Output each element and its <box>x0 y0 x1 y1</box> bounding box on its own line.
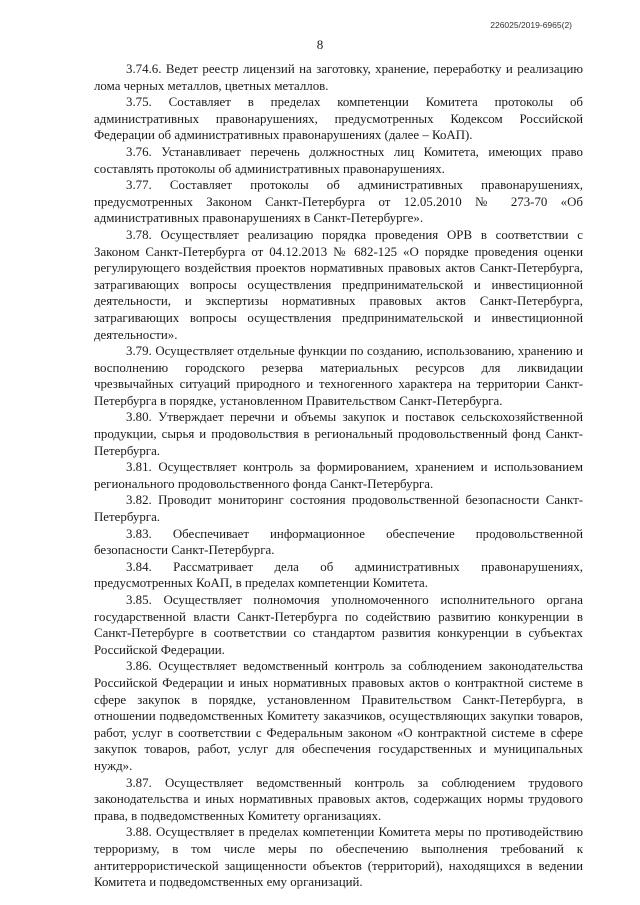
paragraph-3-80: 3.80. Утверждает перечни и объемы закупок и поставок сельскохозяйственной продукции, сырья и продовольствия в региональный продовольственный фонд Санкт-Петербурга. <box>94 410 583 458</box>
paragraph-3-85: 3.85. Осуществляет полномочия уполномоченного исполнительного органа государственной власти Санкт-Петербурга по содействию развитию конкуренции в Санкт-Петербурге в соответствии со стандартом развития конкуренции в субъектах Российской Федерации. <box>94 593 583 657</box>
document-id: 226025/2019-6965(2) <box>490 20 572 30</box>
paragraph-3-81: 3.81. Осуществляет контроль за формированием, хранением и использованием регионального продовольственного фонда Санкт-Петербурга. <box>94 460 583 491</box>
paragraph-3-78: 3.78. Осуществляет реализацию порядка проведения ОРВ в соответствии с Законом Санкт-Петербурга от 04.12.2013 № 682-125 «О порядке проведения оценки регулирующего воздействия проектов нормативных правовых актов Санкт-Петербурга, затрагивающих вопросы осуществления предпринимательской и инвестиционной деятельности, и экспертизы нормативных правовых актов Санкт-Петербурга, затрагивающих вопросы осуществления предпринимательской и инвестиционной деятельности». <box>94 227 583 342</box>
paragraph-3-79: 3.79. Осуществляет отдельные функции по созданию, использованию, хранению и восполнению городского резерва материальных ресурсов для ликвидации чрезвычайных ситуаций природного и техногенного характера на территории Санкт-Петербурга в порядке, установленном Правительством Санкт-Петербурга. <box>94 344 583 408</box>
paragraph-3-86: 3.86. Осуществляет ведомственный контроль за соблюдением законодательства Российской Федерации и иных нормативных правовых актов о контрактной системе в сфере закупок в порядке, установленном Правительством Санкт-Петербурга, в отношении подведомственных Комитету заказчиков, осуществляющих закупки товаров, работ, услуг в соответствии с Федеральным законом «О контрактной системе в сфере закупок товаров, работ, услуг для обеспечения государственных и муниципальных нужд». <box>94 659 583 773</box>
paragraph-3-76: 3.76. Устанавливает перечень должностных лиц Комитета, имеющих право составлять протоколы об административных правонарушениях. <box>94 144 583 176</box>
paragraph-3-74-6: 3.74.6. Ведет реестр лицензий на заготовку, хранение, переработку и реализацию лома черных металлов, цветных металлов. <box>94 62 583 93</box>
paragraph-3-75: 3.75. Составляет в пределах компетенции Комитета протоколы об административных правонарушениях, предусмотренных Кодексом Российской Федерации об административных правонарушениях (далее – КоАП). <box>94 95 583 143</box>
document-body <box>94 61 583 891</box>
paragraph-3-88: 3.88. Осуществляет в пределах компетенции Комитета меры по противодействию терроризму, в том числе меры по обеспечению выполнения требований к антитеррористической защищенности объектов (территорий), находящихся в ведении Комитета и подведомственных ему организаций. <box>94 825 583 890</box>
paragraph-3-77: 3.77. Составляет протоколы об административных правонарушениях, предусмотренных Законом Санкт-Петербурга от 12.05.2010 № 273-70 «Об административных правонарушениях в Санкт-Петербурге». <box>94 178 583 226</box>
paragraph-3-83: 3.83. Обеспечивает информационное обеспечение продовольственной безопасности Санкт-Петербурга. <box>94 526 583 558</box>
paragraph-3-84: 3.84. Рассматривает дела об административных правонарушениях, предусмотренных КоАП, в пределах компетенции Комитета. <box>94 559 583 591</box>
page-number: 8 <box>316 37 324 52</box>
paragraph-3-87: 3.87. Осуществляет ведомственный контроль за соблюдением трудового законодательства и иных нормативных правовых актов, содержащих нормы трудового права, в подведомственных Комитету организациях. <box>94 775 583 823</box>
paragraph-3-82: 3.82. Проводит мониторинг состояния продовольственной безопасности Санкт-Петербурга. <box>94 493 583 525</box>
